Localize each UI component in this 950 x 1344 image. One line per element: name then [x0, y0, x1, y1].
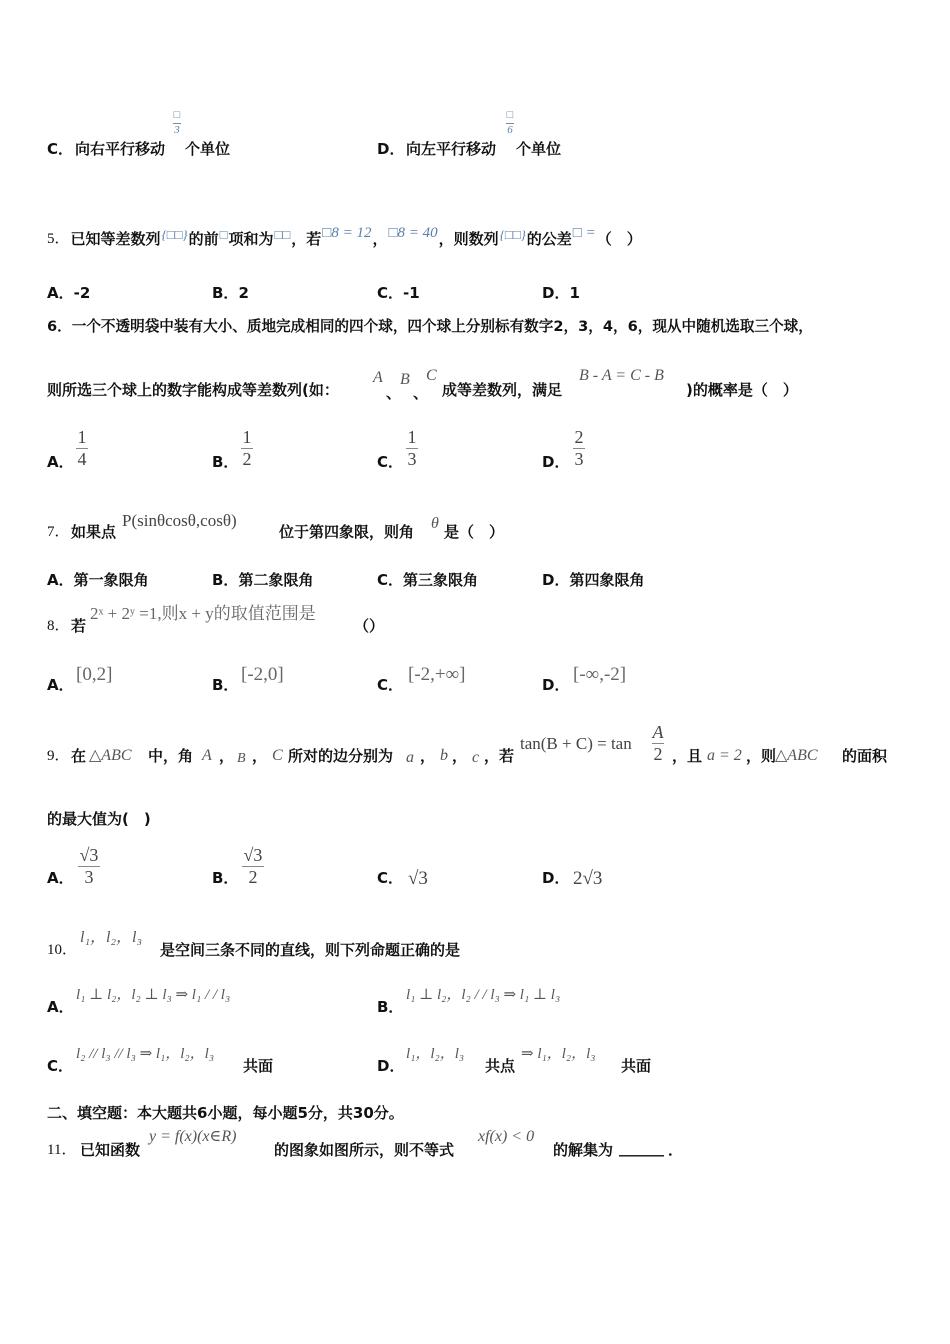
math-b: B — [400, 371, 410, 388]
option-b — [212, 286, 249, 301]
comma: ， — [452, 747, 468, 765]
denominator: 3 — [174, 123, 180, 136]
question-text: ，则数列 — [438, 230, 499, 248]
math-n: □ — [219, 227, 228, 242]
math-expression: 2ˣ + 2ʸ =1,则x + y的取值范围是 — [90, 604, 316, 623]
option-value: 第一象限角 — [73, 571, 149, 589]
math-c-side: c — [472, 749, 480, 766]
question-text: ，若 — [291, 230, 322, 248]
question-text: 的公差 — [526, 230, 572, 248]
numerator: 1 — [407, 427, 417, 447]
math-fraction — [652, 723, 664, 764]
option-value: -2 — [73, 284, 91, 302]
option-value: √3 — [408, 868, 428, 889]
math-a-side: a — [406, 749, 414, 766]
math-lines: l₁，l₂，l₃ — [80, 929, 143, 946]
option-value: l₂ // l₃ // l₃ ⇒ l₁，l₂，l₃ — [76, 1046, 215, 1062]
option-b-fraction — [241, 428, 253, 469]
option-label: B． — [212, 571, 239, 589]
option-mid: 共点 — [485, 1057, 516, 1075]
question-6-text: 则所选三个球上的数字能构成等差数列(如： — [47, 381, 339, 399]
question-text: )的概率是（ ） — [686, 381, 798, 399]
option-label: D． — [542, 453, 570, 471]
numerator: A — [652, 722, 664, 742]
denominator: 4 — [77, 448, 87, 469]
math-a: A — [373, 369, 383, 386]
option-a — [47, 573, 149, 588]
option-value: l₁ ⊥ l₂，l₂ ⊥ l₃ ⇒ l₁ / / l₃ — [76, 987, 231, 1003]
denominator: 3 — [84, 866, 94, 887]
numerator: 1 — [77, 427, 87, 447]
option-c — [377, 573, 478, 588]
question-number: 7． — [47, 524, 70, 540]
option-value: 1 — [569, 284, 580, 302]
question-text: 的最大值为( ) — [47, 810, 151, 828]
math-b-side: b — [440, 747, 448, 764]
question-text: 已知等差数列 — [70, 230, 161, 248]
math-equation: tan(B + C) = tan — [520, 734, 632, 753]
question-number: 8． — [47, 618, 70, 634]
question-text: 是空间三条不同的直线，则下列命题正确的是 — [160, 941, 461, 959]
question-text: ，则 — [746, 747, 777, 765]
option-c — [377, 286, 420, 301]
math-c: C — [272, 747, 283, 764]
option-value: 2√3 — [573, 868, 603, 889]
question-text: ，且 — [672, 747, 703, 765]
fraction-pi-over-3 — [173, 110, 181, 136]
math-condition-1: □8 = 12 — [322, 225, 372, 241]
question-text: 的图象如图所示，则不等式 — [274, 1141, 455, 1159]
numerator: 2 — [574, 427, 584, 447]
option-d-fraction — [573, 428, 585, 469]
answer-paren: （） — [354, 617, 385, 635]
numerator: 1 — [242, 427, 252, 447]
math-c: C — [426, 367, 437, 384]
option-value: [-∞,-2] — [573, 664, 627, 685]
option-d — [542, 573, 644, 588]
math-condition-2: □8 = 40 — [388, 225, 438, 241]
option-label: B． — [212, 676, 239, 694]
option-unit: 个单位 — [516, 140, 562, 158]
option-a — [47, 286, 90, 301]
option-label: C． — [377, 453, 404, 471]
option-b — [212, 573, 313, 588]
denominator: 6 — [507, 123, 513, 136]
question-text: 中，角 — [148, 747, 194, 765]
option-text: 向右平行移动 — [75, 140, 166, 158]
option-value: 第二象限角 — [238, 571, 314, 589]
question-text: 成等差数列，满足 — [442, 381, 563, 399]
option-label: D． — [542, 284, 570, 302]
option-value: 第三象限角 — [403, 571, 479, 589]
option-label: B． — [377, 998, 404, 1016]
denominator: 2 — [248, 866, 258, 887]
option-value: -1 — [403, 284, 420, 302]
option-label: D． — [542, 869, 570, 887]
separator: 、 — [413, 384, 429, 402]
section-heading: 二、填空题：本大题共6小题，每小题5分，共30分。 — [47, 1104, 404, 1122]
math-function: y = f(x)(x∈R) — [149, 1128, 237, 1145]
question-number: 10． — [47, 942, 78, 958]
denominator: 2 — [653, 743, 663, 764]
denominator: 3 — [407, 448, 417, 469]
question-text: 若 — [71, 617, 87, 635]
question-text: 所对的边分别为 — [288, 747, 394, 765]
option-unit: 个单位 — [185, 140, 231, 158]
option-label: A． — [47, 453, 74, 471]
math-point: P(sinθcosθ,cosθ) — [122, 511, 237, 530]
math-theta: θ — [431, 515, 439, 532]
option-label: A． — [47, 676, 74, 694]
question-text: 如果点 — [71, 523, 117, 541]
math-d: □ = — [572, 225, 596, 241]
math-inequality: xf(x) < 0 — [478, 1128, 535, 1145]
fraction-pi-over-6 — [506, 110, 514, 136]
option-text: 向左平行移动 — [406, 140, 497, 158]
option-label: C． — [377, 571, 404, 589]
option-label: C． — [47, 140, 74, 158]
comma: ， — [252, 747, 268, 765]
math-b: B — [237, 751, 246, 766]
question-number: 9． — [47, 748, 70, 764]
option-value: [-2,0] — [241, 664, 284, 685]
denominator: 3 — [574, 448, 584, 469]
question-5 — [47, 225, 642, 248]
option-label: B． — [212, 284, 239, 302]
option-value: 2 — [238, 284, 249, 302]
option-label: A． — [47, 998, 74, 1016]
option-suffix: 共面 — [621, 1057, 652, 1075]
option-label: C． — [47, 1057, 74, 1075]
separator: 、 — [386, 384, 402, 402]
denominator: 2 — [242, 448, 252, 469]
option-label: B． — [212, 453, 239, 471]
math-condition: B - A = C - B — [579, 367, 664, 384]
option-label: A． — [47, 571, 74, 589]
numerator: √3 — [243, 845, 263, 865]
numerator: □ — [173, 109, 181, 121]
question-number: 11． — [47, 1142, 77, 1158]
math-sn: □□ — [274, 227, 291, 242]
option-label: B． — [212, 869, 239, 887]
math-sequence: {□□} — [161, 227, 188, 242]
option-label: C． — [377, 284, 404, 302]
question-text: 的前 — [188, 230, 219, 248]
option-value: [0,2] — [76, 664, 113, 685]
question-number: 5． — [47, 231, 70, 247]
math-sequence: {□□} — [499, 227, 526, 242]
option-label: A． — [47, 869, 74, 887]
option-value: l₁ ⊥ l₂，l₂ / / l₃ ⇒ l₁ ⊥ l₃ — [406, 987, 561, 1003]
option-a-fraction — [76, 428, 88, 469]
comma: ， — [219, 747, 235, 765]
option-label: A． — [47, 284, 74, 302]
option-label: D． — [377, 1057, 405, 1075]
period: ． — [668, 1141, 684, 1159]
option-label: C． — [377, 676, 404, 694]
numerator: □ — [506, 109, 514, 121]
question-text: 已知函数 — [80, 1141, 141, 1159]
question-text: 的解集为 — [553, 1141, 614, 1159]
option-b-fraction — [242, 846, 264, 887]
comma: ， — [372, 230, 388, 248]
answer-paren: （ ） — [596, 230, 642, 248]
option-label: D． — [377, 140, 405, 158]
option-label: D． — [542, 676, 570, 694]
question-text: 的面积 — [842, 747, 888, 765]
option-value: [-2,+∞] — [408, 664, 466, 685]
question-text: 是（ ） — [444, 523, 505, 541]
question-text: 项和为 — [228, 230, 274, 248]
math-triangle: △ABC — [775, 747, 818, 764]
question-6-line-1: 6．一个不透明袋中装有大小、质地完成相同的四个球，四个球上分别标有数字2，3，4，6，现从中随机选取三个球， — [47, 318, 813, 335]
option-value: ⇒ l₁，l₂，l₃ — [521, 1046, 596, 1062]
numerator: √3 — [79, 845, 99, 865]
math-condition: a = 2 — [707, 747, 742, 764]
option-d — [542, 286, 580, 301]
option-value: l₁，l₂，l₃ — [406, 1046, 465, 1062]
option-label: D． — [542, 571, 570, 589]
math-triangle: △ABC — [89, 747, 132, 764]
option-c-fraction — [406, 428, 418, 469]
math-a: A — [202, 747, 212, 764]
option-value: 第四象限角 — [569, 571, 645, 589]
option-suffix: 共面 — [243, 1057, 274, 1075]
comma: ， — [420, 747, 436, 765]
question-text: 在 — [71, 747, 87, 765]
answer-blank[interactable]: ______ — [619, 1139, 664, 1157]
option-label: C． — [377, 869, 404, 887]
question-text: 位于第四象限，则角 — [279, 523, 415, 541]
option-a-fraction — [78, 846, 100, 887]
question-text: ，若 — [484, 747, 515, 765]
